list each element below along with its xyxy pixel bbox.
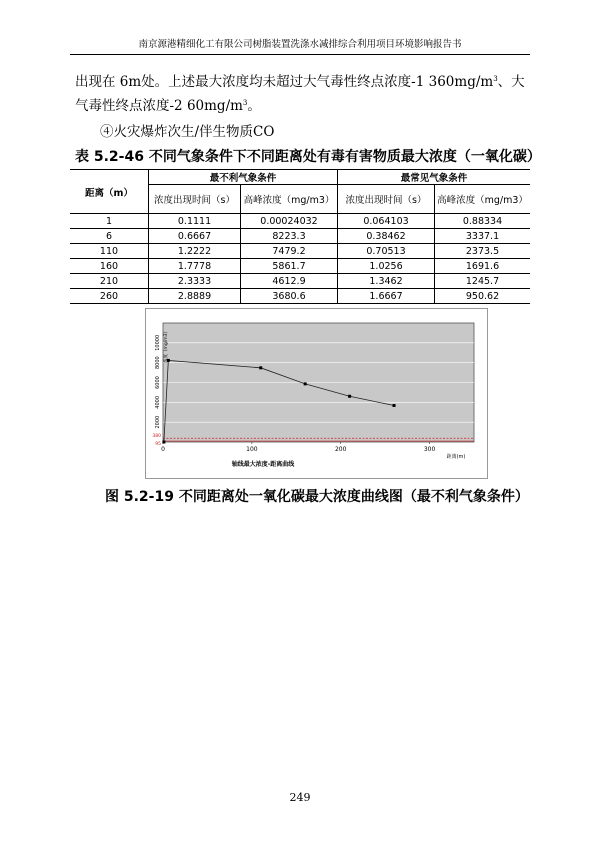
x-tick-label: 300 <box>423 446 436 453</box>
data-point <box>348 395 351 398</box>
header-rule <box>70 54 530 55</box>
table-cell: 1 <box>70 214 149 229</box>
paragraph-line-1 <box>75 72 530 92</box>
subheader-time: 浓度出现时间（s） <box>149 185 241 214</box>
table-cell: 1.2222 <box>149 244 241 259</box>
superscript: 3 <box>242 99 248 107</box>
subheader-peak: 高峰浓度（mg/m3） <box>435 185 531 214</box>
table-cell: 0.1111 <box>149 214 241 229</box>
table-cell: 4612.9 <box>241 274 338 289</box>
table-cell: 0.6667 <box>149 229 241 244</box>
x-axis-label: 距离(m) <box>446 454 466 460</box>
table-cell: 2373.5 <box>435 244 531 259</box>
table-cell: 2.3333 <box>149 274 241 289</box>
table-cell: 0.064103 <box>338 214 435 229</box>
table-row <box>70 229 530 244</box>
table-cell: 7479.2 <box>241 244 338 259</box>
table-cell: 1.6667 <box>338 289 435 304</box>
data-point <box>393 404 396 407</box>
paragraph-text: 、大 <box>497 74 525 90</box>
table-cell: 1245.7 <box>435 274 531 289</box>
y-tick-label: 8000 <box>155 356 161 370</box>
table-cell: 160 <box>70 259 149 274</box>
concentration-distance-chart <box>146 309 487 478</box>
table-cell: 1.0256 <box>338 259 435 274</box>
superscript: 3 <box>493 75 498 83</box>
table-cell: 0.70513 <box>338 244 435 259</box>
data-point <box>162 441 165 444</box>
table-cell: 1.7778 <box>149 259 241 274</box>
y-tick-label: 2000 <box>155 415 161 429</box>
y-tick-label: 4000 <box>155 395 161 409</box>
group-header-common: 最常见气象条件 <box>338 170 531 185</box>
table-cell: 3337.1 <box>435 229 531 244</box>
threshold-label: 95 <box>155 442 161 448</box>
page-number: 249 <box>289 791 311 804</box>
y-axis-label: 浓度（mg/m3） <box>164 329 169 364</box>
x-tick-label: 100 <box>246 446 258 453</box>
x-tick-label: 0 <box>161 446 165 453</box>
table-cell: 1.3462 <box>338 274 435 289</box>
table-cell: 1691.6 <box>435 259 531 274</box>
table-row <box>70 244 530 259</box>
table-cell: 0.00024032 <box>241 214 338 229</box>
table-body <box>70 214 530 304</box>
paragraph-text: 出现在 6m处。上述最大浓度均未超过大气毒性终点浓度-1 360mg/m <box>75 74 494 90</box>
table-cell: 260 <box>70 289 149 304</box>
table-row <box>70 274 530 289</box>
x-tick-label: 200 <box>334 446 347 453</box>
table-cell: 2.8889 <box>149 289 241 304</box>
data-point <box>304 382 307 385</box>
paragraph-text: 气毒性终点浓度-2 60mg/m <box>75 98 243 114</box>
data-point <box>259 366 262 369</box>
threshold-label: 380 <box>152 434 161 440</box>
paragraph-line-2 <box>75 96 530 116</box>
table-cell: 3680.6 <box>241 289 338 304</box>
group-header-worst: 最不利气象条件 <box>149 170 338 185</box>
table-row <box>70 259 530 274</box>
table-cell: 6 <box>70 229 149 244</box>
table-row <box>70 214 530 229</box>
table-cell: 0.38462 <box>338 229 435 244</box>
page-header: 南京源港精细化工有限公司树脂装置洗涤水减排综合利用项目环境影响报告书 <box>138 39 462 50</box>
col-header-distance: 距离（m） <box>70 170 149 214</box>
subheader-time: 浓度出现时间（s） <box>338 185 435 214</box>
figure-caption: 图 5.2-19 不同距离处一氧化碳最大浓度曲线图（最不利气象条件） <box>105 489 529 505</box>
table-cell: 210 <box>70 274 149 289</box>
table-caption: 表 5.2-46 不同气象条件下不同距离处有毒有害物质最大浓度（一氧化碳） <box>75 149 541 165</box>
chart-frame <box>145 308 488 479</box>
table-cell: 5861.7 <box>241 259 338 274</box>
subheader-peak: 高峰浓度（mg/m3） <box>241 185 338 214</box>
table-cell: 110 <box>70 244 149 259</box>
chart-title: 轴线最大浓度-距离曲线 <box>231 461 295 468</box>
table-cell: 8223.3 <box>241 229 338 244</box>
y-tick-label: 6000 <box>155 376 161 389</box>
y-tick-label: 10000 <box>155 334 161 351</box>
table-cell: 0.88334 <box>435 214 531 229</box>
table-row <box>70 289 530 304</box>
section-subheading: ④火灾爆炸次生/伴生物质CO <box>100 124 275 140</box>
table-cell: 950.62 <box>435 289 531 304</box>
paragraph-text: 。 <box>247 98 261 114</box>
concentration-table <box>70 169 530 304</box>
